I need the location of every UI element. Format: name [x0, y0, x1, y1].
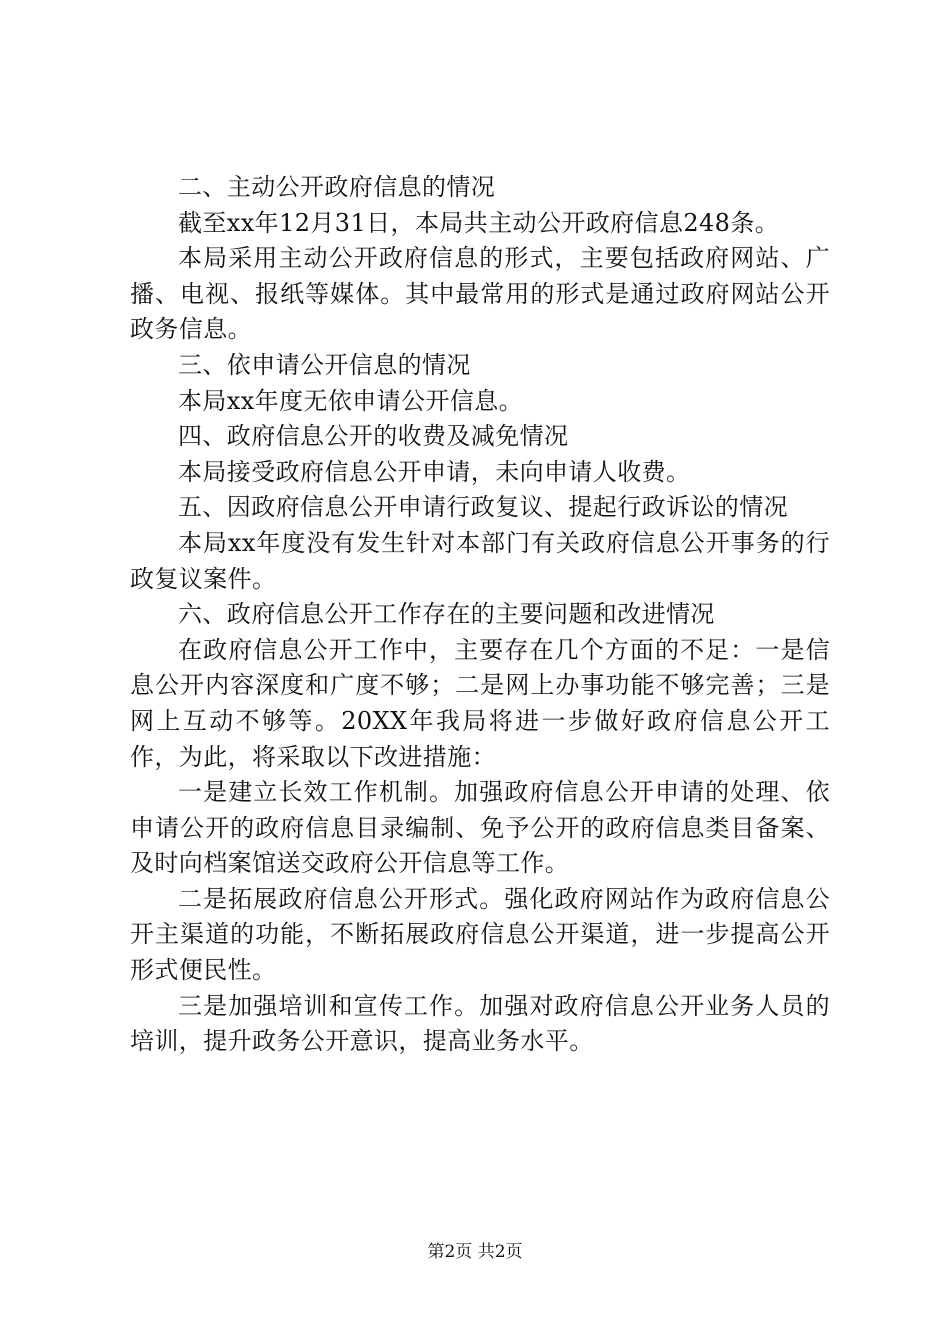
- document-body: [130, 170, 830, 1060]
- paragraph: 本局接受政府信息公开申请，未向申请人收费。: [178, 457, 691, 486]
- paragraph: 本局采用主动公开政府信息的形式，主要包括政府网站、广播、电视、报纸等媒体。其中最常用的形式是通过政府网站公开政务信息。: [130, 244, 830, 344]
- paragraph: 本局xx年度没有发生针对本部门有关政府信息公开事务的行政复议案件。: [130, 528, 830, 593]
- section-heading-6: 六、政府信息公开工作存在的主要问题和改进情况: [178, 600, 715, 629]
- section-heading-5: 五、因政府信息公开申请行政复议、提起行政诉讼的情况: [178, 493, 788, 522]
- paragraph: 二是拓展政府信息公开形式。强化政府网站作为政府信息公开主渠道的功能，不断拓展政府信息公开渠道，进一步提高公开形式便民性。: [130, 884, 830, 985]
- paragraph: 在政府信息公开工作中，主要存在几个方面的不足：一是信息公开内容深度和广度不够；二是网上办事功能不够完善；三是网上互动不够等。20XX年我局将进一步做好政府信息公开工作，为此，将采取以下改进措施：: [130, 635, 830, 771]
- section-heading-3: 三、依申请公开信息的情况: [178, 350, 471, 379]
- page-footer: 第2页 共2页: [427, 1242, 523, 1262]
- paragraph: 截至xx年12月31日，本局共主动公开政府信息248条。: [178, 208, 780, 237]
- paragraph: 三是加强培训和宣传工作。加强对政府信息公开业务人员的培训，提升政务公开意识，提高业务水平。: [130, 991, 830, 1056]
- section-heading-4: 四、政府信息公开的收费及减免情况: [178, 422, 569, 451]
- paragraph: 一是建立长效工作机制。加强政府信息公开申请的处理、依申请公开的政府信息目录编制、免予公开的政府信息类目备案、及时向档案馆送交政府公开信息等工作。: [130, 778, 830, 878]
- section-heading-2: 二、主动公开政府信息的情况: [178, 173, 496, 201]
- paragraph: 本局xx年度无依申请公开信息。: [178, 386, 524, 415]
